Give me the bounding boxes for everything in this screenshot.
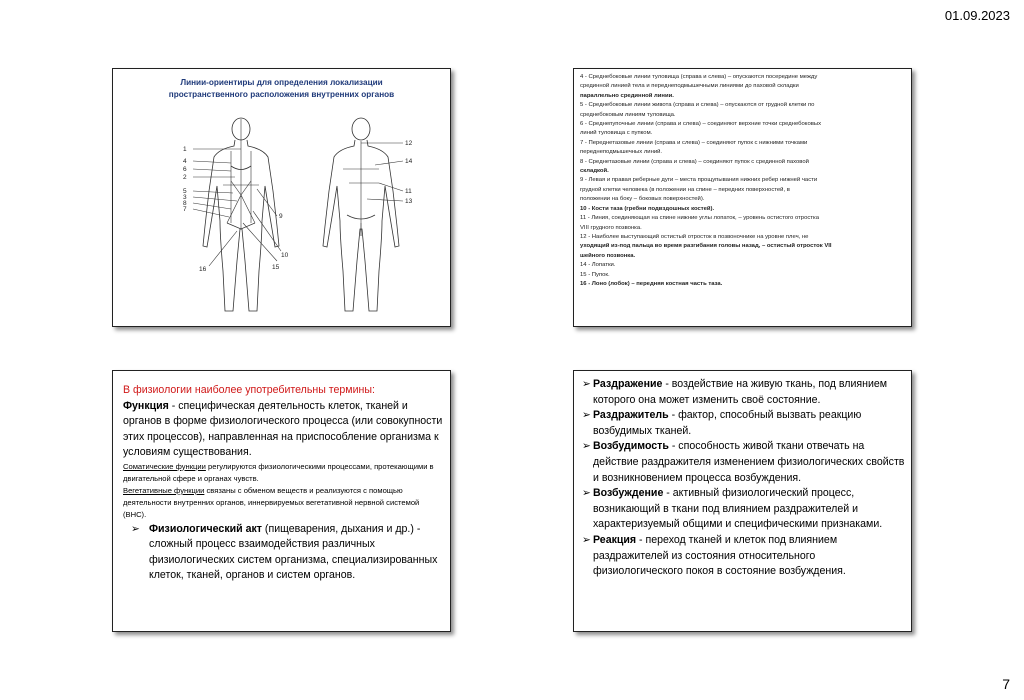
line-label-15: 15 xyxy=(272,264,280,271)
definition-term: Возбудимость xyxy=(593,440,669,453)
description-line: 14 - Лопатки. xyxy=(580,262,616,269)
slide-title xyxy=(113,77,450,101)
line-label-14: 14 xyxy=(405,158,413,165)
description-line: линий туловища с пупком. xyxy=(580,130,653,137)
description-line: 5 - Среднебоковые линии живота (справа и слева) – опускаются от грудной клетки по xyxy=(580,102,815,109)
somatic-definition: регулируются физиологическими процессами, протекающими в двигательной сфере и органах чувств. xyxy=(123,461,434,483)
description-line: параллельно срединной линии. xyxy=(580,92,674,99)
description-line: 9 - Левая и правая реберные дуги – места прощупывания нижних ребер нижней части xyxy=(580,177,818,184)
line-label-13: 13 xyxy=(405,198,413,205)
line-label-9: 9 xyxy=(279,213,283,220)
front-labels xyxy=(183,146,289,273)
line-label-3: 3 xyxy=(183,194,187,201)
definition-text: - активный физиологический процесс, возникающий в ткани под влиянием раздражителей и характеризуемый общими и специфическими признаками. xyxy=(593,487,883,531)
terms-body xyxy=(123,383,444,584)
description-line: 7 - Переднетазовые линии (справа и слева) – соединяют пупок с нижними точками xyxy=(580,139,808,146)
vegetative-definition: связаны с обменом веществ и реализуются с помощью деятельности внутренних органов, иннервируемых вегетативной нервной системой (ВНС). xyxy=(123,485,420,520)
definition-item xyxy=(582,408,905,439)
description-line: положении на боку – боковых поверхностей). xyxy=(580,196,705,203)
back-labels xyxy=(405,140,413,205)
description-line: VIII грудного позвонка. xyxy=(580,224,642,231)
vegetative-paragraph xyxy=(123,485,444,522)
line-label-1: 1 xyxy=(183,146,187,153)
definitions-list xyxy=(582,377,905,580)
description-line: 16 - Лоно (лобок) – передняя костная часть таза. xyxy=(580,280,723,287)
definition-term: Возбуждение xyxy=(593,487,664,500)
description-line: 12 - Наиболее выступающий остистый отросток в позвоночнике на уровне плеч, не xyxy=(580,233,809,240)
descriptions-text xyxy=(580,73,903,289)
definition-item xyxy=(582,439,905,486)
act-definition: (пищеварения, дыхания и др.) - сложный процесс взаимодействия различных физиологических систем организма, специализированных клеток, тканей, органов и систем органов. xyxy=(149,522,438,582)
description-line: шейного позвонка. xyxy=(580,252,636,259)
slide-body-lines-diagram xyxy=(112,68,451,327)
slide-irritation-terms xyxy=(573,370,912,632)
description-line: 4 - Среднебоковые линии туловища (справа и слева) – опускаются посередине между xyxy=(580,74,818,80)
page-date: 01.09.2023 xyxy=(944,8,1010,23)
description-line: переднеподмышечных линий. xyxy=(580,149,663,156)
definition-text: - фактор, способный вызвать реакцию возбудимых тканей. xyxy=(593,409,862,437)
somatic-term: Соматические функции xyxy=(123,461,206,471)
definition-text: - переход тканей и клеток под влиянием раздражителей из состояния относительного физиологического покоя в состояние возбуждения. xyxy=(593,533,846,578)
description-line: 8 - Среднетазовые линии (справа и слева) – соединяют пупок с срединной паховой xyxy=(580,158,809,165)
line-label-12: 12 xyxy=(405,140,413,147)
vegetative-term: Вегетативные функции xyxy=(123,485,205,495)
definition-item xyxy=(582,486,905,533)
line-label-10: 10 xyxy=(281,252,289,259)
line-label-6: 6 xyxy=(183,166,187,173)
definition-text: - воздействие на живую ткань, под влиянием которого она может изменить своё состояние. xyxy=(593,378,888,406)
line-label-7: 7 xyxy=(183,206,187,213)
arrow-bullet-icon: ➢ xyxy=(582,440,591,453)
description-line: складкой. xyxy=(580,168,609,175)
arrow-bullet-icon: ➢ xyxy=(582,409,591,422)
line-label-16: 16 xyxy=(199,266,207,273)
line-label-2: 2 xyxy=(183,174,187,181)
title-line-2: пространственного расположения внутренних органов xyxy=(168,90,395,99)
definition-text: - способность живой ткани отвечать на действие раздражителя изменением физиологических свойств и возникновением процесса возбуждения. xyxy=(593,440,905,484)
function-paragraph xyxy=(123,399,444,461)
arrow-bullet-icon: ➢ xyxy=(131,522,140,535)
somatic-paragraph xyxy=(123,461,444,485)
slide-physiology-terms xyxy=(112,370,451,632)
page-number: 7 xyxy=(1002,676,1010,692)
description-line: 11 - Линия, соединяющая на спине нижние углы лопаток, – уровень остистого отростка xyxy=(580,215,819,222)
line-label-4: 4 xyxy=(183,158,187,165)
arrow-bullet-icon: ➢ xyxy=(582,533,591,546)
description-line: 10 - Кости таза (гребни подвздошных костей). xyxy=(580,205,715,212)
definition-item xyxy=(582,533,905,580)
description-line: среднебоковым линиям туловища. xyxy=(580,111,676,118)
definition-term: Реакция xyxy=(593,533,637,546)
arrow-bullet-icon: ➢ xyxy=(582,378,591,390)
arrow-bullet-icon: ➢ xyxy=(582,487,591,500)
definition-item xyxy=(582,377,905,408)
description-line: срединной линией тела и переднеподмышечными линиями до паховой складки xyxy=(580,83,799,90)
act-term: Физиологический акт xyxy=(149,522,262,535)
description-line: 6 - Среднепупочные линии (справа и слева) – соединяют верхние точки среднебоковых xyxy=(580,121,822,128)
definition-term: Раздражение xyxy=(593,378,663,390)
line-label-8: 8 xyxy=(183,200,187,207)
front-reference-lines xyxy=(193,119,281,266)
description-line: 15 - Пупок. xyxy=(580,271,610,278)
act-paragraph xyxy=(123,522,444,584)
definition-term: Раздражитель xyxy=(593,409,669,422)
terms-heading: В физиологии наиболее употребительны термины: xyxy=(123,384,375,396)
slide-lines-descriptions xyxy=(573,68,912,327)
line-label-11: 11 xyxy=(405,188,412,195)
line-label-5: 5 xyxy=(183,188,187,195)
back-reference-lines xyxy=(343,141,403,223)
title-line-1: Линии-ориентиры для определения локализации xyxy=(180,78,383,87)
anatomy-figure xyxy=(171,111,451,321)
description-line: грудной клетки человека (в положении на спине – передних поверхностей, в xyxy=(580,186,790,193)
description-line: уходящий из-под пальца во время разгибания головы назад, – остистый отросток VII xyxy=(580,243,832,250)
function-definition: - специфическая деятельность клеток, тканей и органов в форме физиологического процесса (или совокупности этих процессов), направленная на приспособление организма к условиям существования. xyxy=(123,399,443,458)
function-term: Функция xyxy=(123,399,169,412)
